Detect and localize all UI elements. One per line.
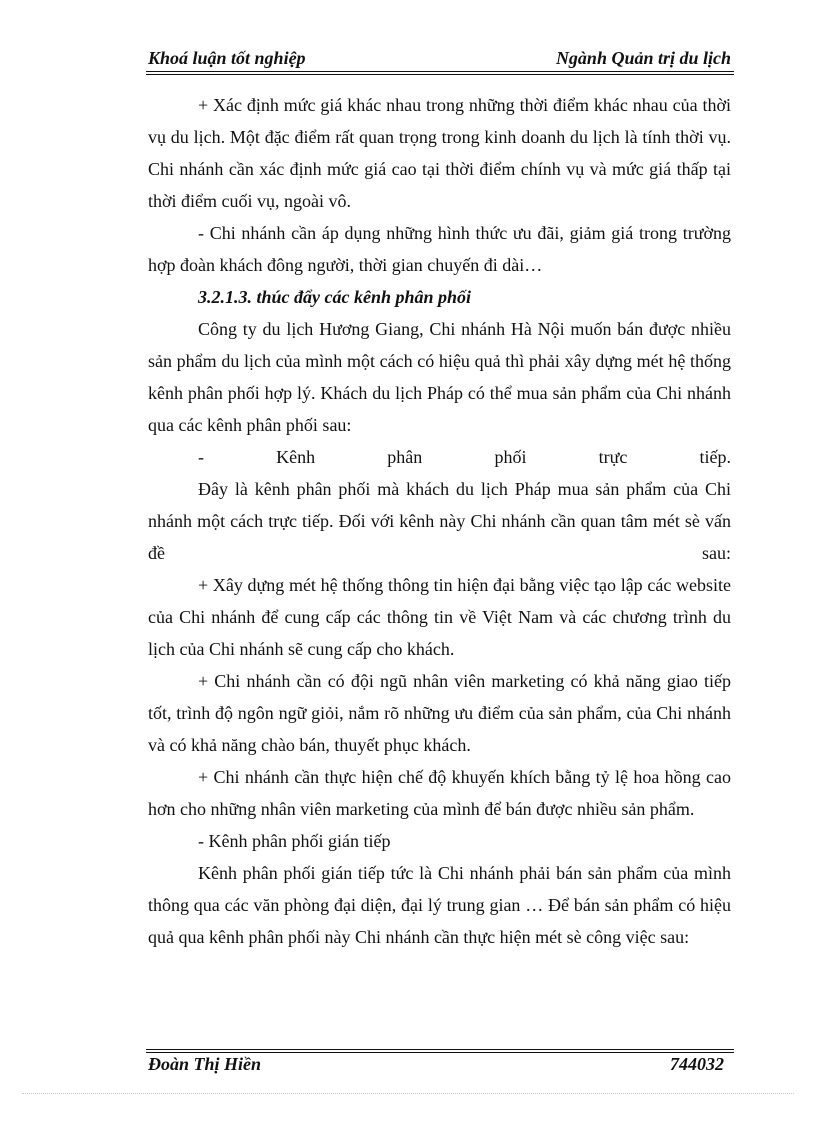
paragraph-website: + Xây dựng mét hệ thống thông tin hiện đại bằng việc tạo lập các website của Chi nhánh để cung cấp các thông tin về Việt Nam và các chương trình du lịch của Chi nhánh sẽ cung cấp cho khách. bbox=[148, 575, 731, 659]
paragraph-seasonal-pricing: + Xác định mức giá khác nhau trong những thời điểm khác nhau của thời vụ du lịch. Một đặc điểm rất quan trọng trong kinh doanh du lịch là tính thời vụ. Chi nhánh cần xác định mức giá cao tại thời điểm chính vụ và mức giá thấp tại thời điểm cuối vụ, ngoài vô. bbox=[148, 95, 731, 211]
paragraph-direct-channel-label: - Kênh phân phối trực tiếp. bbox=[198, 447, 731, 467]
header-rule bbox=[146, 71, 734, 72]
header-major: Ngành Quản trị du lịch bbox=[555, 48, 731, 68]
paragraph-distribution-intro: Công ty du lịch Hương Giang, Chi nhánh Hà Nội muốn bán được nhiều sản phẩm du lịch của mình một cách có hiệu quả thì phải xây dựng mét hệ thống kênh phân phối hợp lý. Khách du lịch Pháp có thể mua sản phẩm của Chi nhánh qua các kênh phân phối sau: bbox=[148, 319, 731, 435]
footer-student-id: 744032 bbox=[670, 1054, 724, 1074]
page-header bbox=[148, 48, 731, 72]
footer-rule-inner bbox=[146, 1052, 734, 1053]
page-bottom-border bbox=[22, 1093, 794, 1094]
page-footer bbox=[148, 1054, 728, 1078]
paragraph-marketing-staff: + Chi nhánh cần có đội ngũ nhân viên marketing có khả năng giao tiếp tốt, trình độ ngôn ngữ giỏi, nắm rõ những ưu điểm của sản phẩm, của Chi nhánh và có khả năng chào bán, thuyết phục khách. bbox=[148, 671, 731, 755]
header-rule-inner bbox=[146, 74, 734, 75]
paragraph-indirect-channel-label: - Kênh phân phối gián tiếp bbox=[198, 831, 391, 851]
header-thesis-title: Khoá luận tốt nghiệp bbox=[148, 48, 306, 68]
section-heading: 3.2.1.3. thúc đẩy các kênh phân phối bbox=[198, 287, 472, 307]
page-body bbox=[148, 89, 731, 953]
footer-author: Đoàn Thị Hiền bbox=[148, 1054, 262, 1074]
paragraph-discounts: - Chi nhánh cần áp dụng những hình thức ưu đãi, giảm giá trong trường hợp đoàn khách đông người, thời gian chuyến đi dài… bbox=[148, 223, 731, 275]
paragraph-indirect-channel: Kênh phân phối gián tiếp tức là Chi nhánh phải bán sản phẩm của mình thông qua các văn phòng đại diện, đại lý trung gian … Để bán sản phẩm có hiệu quả qua kênh phân phối này Chi nhánh cần thực hiện mét sè công việc sau: bbox=[148, 863, 731, 947]
paragraph-commission: + Chi nhánh cần thực hiện chế độ khuyến khích bằng tỷ lệ hoa hồng cao hơn cho những nhân viên marketing của mình để bán được nhiều sản phẩm. bbox=[148, 767, 731, 819]
paragraph-direct-channel: Đây là kênh phân phối mà khách du lịch Pháp mua sản phẩm của Chi nhánh một cách trực tiếp. Đối với kênh này Chi nhánh cần quan tâm mét sè vấn đề sau: bbox=[148, 479, 731, 563]
footer-rule bbox=[146, 1049, 734, 1050]
